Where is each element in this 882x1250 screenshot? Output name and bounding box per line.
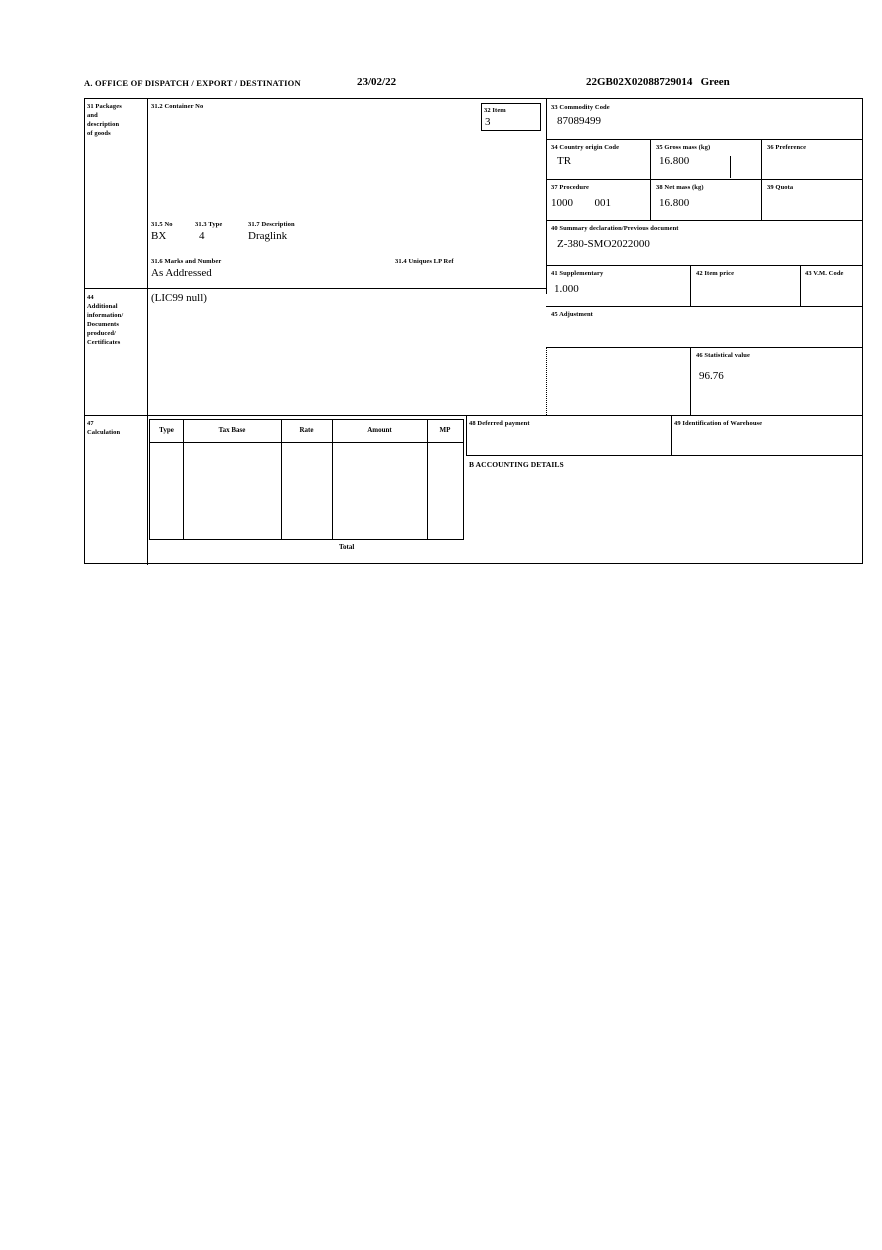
calc-total-row bbox=[149, 541, 464, 555]
calc-col-rate: Rate bbox=[299, 426, 314, 434]
container-no-label: 31.2 Container No bbox=[151, 103, 204, 110]
box39-quota bbox=[764, 182, 862, 220]
calc-col-mp: MP bbox=[439, 426, 451, 434]
box33-label: 33 Commodity Code bbox=[551, 104, 610, 111]
divider-box37-box38 bbox=[650, 179, 651, 220]
box41-value: 1.000 bbox=[554, 283, 579, 295]
calc-total-label: Total bbox=[339, 543, 355, 551]
box35-gross-mass bbox=[653, 142, 759, 178]
movement-reference-number bbox=[586, 76, 730, 88]
package-no-value: BX bbox=[151, 230, 167, 242]
box41-label: 41 Supplementary bbox=[551, 270, 604, 277]
divider-box35-box36 bbox=[761, 139, 762, 179]
box35-label: 35 Gross mass (kg) bbox=[656, 144, 711, 151]
declaration-frame bbox=[84, 98, 863, 564]
box45-adjustment bbox=[548, 309, 862, 347]
box42-item-price bbox=[693, 268, 798, 306]
container-no-value bbox=[151, 113, 401, 129]
box37-procedure bbox=[548, 182, 648, 220]
marks-and-number-label: 31.6 Marks and Number bbox=[151, 258, 222, 265]
divider-above-box47 bbox=[85, 415, 863, 416]
box38-net-mass bbox=[653, 182, 759, 220]
divider-label-column bbox=[147, 99, 148, 565]
box39-label: 39 Quota bbox=[767, 184, 794, 191]
divider-box48-box49 bbox=[671, 415, 672, 455]
box34-label: 34 Country origin Code bbox=[551, 144, 620, 151]
box36-preference bbox=[764, 142, 862, 178]
box32-label: 32 Item bbox=[484, 107, 506, 114]
divider-under-box33 bbox=[546, 139, 863, 140]
box35-value: 16.800 bbox=[659, 155, 690, 167]
divider-under-box45 bbox=[546, 347, 863, 348]
package-description-label: 31.7 Description bbox=[248, 221, 295, 228]
box47-label: 47 Calculation bbox=[87, 420, 121, 436]
box44-value: (LIC99 null) bbox=[151, 292, 207, 304]
divider-box46-left bbox=[690, 347, 691, 415]
office-of-dispatch-label: A. OFFICE OF DISPATCH / EXPORT / DESTINATION bbox=[84, 78, 301, 88]
divider-box42-box43 bbox=[800, 265, 801, 306]
marks-and-number-value: As Addressed bbox=[151, 267, 212, 279]
box40-summary-declaration bbox=[548, 223, 862, 265]
box31-label: 31 Packages and description of goods bbox=[87, 103, 122, 137]
divider-under-box31 bbox=[85, 288, 546, 289]
box36-label: 36 Preference bbox=[767, 144, 807, 151]
divider-box41-box42 bbox=[690, 265, 691, 306]
calc-cell-amount bbox=[333, 444, 426, 538]
declaration-date: 23/02/22 bbox=[357, 76, 397, 88]
box49-label: 49 Identification of Warehouse bbox=[674, 420, 763, 427]
calc-col-tax-base: Tax Base bbox=[218, 426, 246, 434]
dotted-divider-box45 bbox=[546, 347, 547, 415]
box45-label: 45 Adjustment bbox=[551, 311, 593, 318]
box46-value: 96.76 bbox=[699, 370, 724, 382]
package-type-label: 31.3 Type bbox=[195, 221, 223, 228]
mrn-value: 22GB02X02088729014 bbox=[586, 76, 693, 88]
box43-vm-code bbox=[803, 268, 862, 306]
calc-cell-type bbox=[151, 444, 183, 538]
box35-tick-mark bbox=[730, 156, 731, 178]
divider-under-box48 bbox=[466, 455, 863, 456]
box37-label: 37 Procedure bbox=[551, 184, 589, 191]
unique-lp-ref-value bbox=[395, 267, 535, 285]
box34-country-origin bbox=[548, 142, 648, 178]
calc-cell-rate bbox=[282, 444, 331, 538]
box40-value: Z-380-SMO2022000 bbox=[557, 238, 650, 250]
header-row bbox=[84, 78, 863, 96]
calculation-table bbox=[149, 419, 464, 540]
divider-box38-box39 bbox=[761, 179, 762, 220]
divider-under-box41 bbox=[546, 306, 863, 307]
box49-identification-warehouse bbox=[674, 419, 862, 453]
box-b-label: B ACCOUNTING DETAILS bbox=[469, 460, 564, 469]
box42-label: 42 Item price bbox=[696, 270, 735, 277]
box46-label: 46 Statistical value bbox=[696, 352, 750, 359]
box41-supplementary bbox=[548, 268, 688, 306]
box34-value: TR bbox=[557, 155, 572, 167]
divider-box34-box35 bbox=[650, 139, 651, 179]
box-b-accounting-details bbox=[469, 460, 859, 560]
divider-under-box40 bbox=[546, 265, 863, 266]
calc-col-type: Type bbox=[159, 426, 174, 434]
box32-value: 3 bbox=[485, 116, 491, 128]
box40-label: 40 Summary declaration/Previous document bbox=[551, 225, 679, 232]
package-no-label: 31.5 No bbox=[151, 221, 173, 228]
lane-value: Green bbox=[700, 76, 730, 88]
box48-label: 48 Deferred payment bbox=[469, 420, 530, 427]
package-type-value: 4 bbox=[199, 230, 205, 242]
calc-cell-mp bbox=[428, 444, 463, 538]
box38-label: 38 Net mass (kg) bbox=[656, 184, 704, 191]
box32-item bbox=[481, 103, 541, 131]
box46-statistical-value bbox=[693, 350, 862, 410]
box33-commodity-code bbox=[548, 102, 862, 139]
box37-value-1: 1000 bbox=[551, 197, 573, 209]
calc-header-underline bbox=[150, 442, 463, 443]
divider-under-box35 bbox=[546, 179, 863, 180]
box37-value-2: 001 bbox=[594, 197, 611, 209]
calc-col-amount: Amount bbox=[367, 426, 392, 434]
unique-lp-ref-label: 31.4 Uniques LP Ref bbox=[395, 258, 454, 265]
divider-under-box37 bbox=[546, 220, 863, 221]
box43-label: 43 V.M. Code bbox=[805, 270, 844, 277]
box38-value: 16.800 bbox=[659, 197, 690, 209]
calc-cell-tax-base bbox=[184, 444, 280, 538]
package-description-value: Draglink bbox=[248, 230, 288, 242]
divider-left-box48 bbox=[466, 415, 467, 455]
box44-label: 44 Additional information/ Documents produced/ Certificates bbox=[87, 294, 124, 346]
box33-value: 87089499 bbox=[557, 115, 601, 127]
box48-deferred-payment bbox=[469, 419, 669, 453]
